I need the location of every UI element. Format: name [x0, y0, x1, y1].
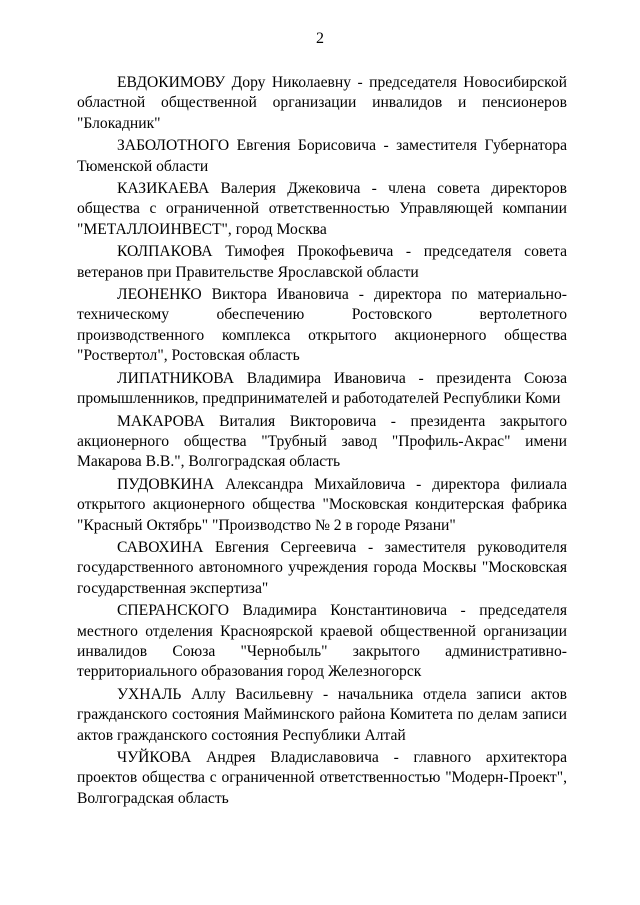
list-item: ЕВДОКИМОВУ Дору Николаевну - председателя Новосибирской областной общественной организации инвалидов и пенсионеров "Блокадник"	[77, 74, 567, 132]
list-item: ЧУЙКОВА Андрея Владиславовича - главного архитектора проектов общества с ограниченной ответственностью "Модерн-Проект", Волгоградская область	[77, 749, 567, 807]
list-item: ЛИПАТНИКОВА Владимира Ивановича - президента Союза промышленников, предпринимателей и работодателей Республики Коми	[77, 369, 567, 408]
list-item: САВОХИНА Евгения Сергеевича - заместителя руководителя государственного автономного учреждения города Москвы "Московская государственная экспертиза"	[77, 538, 567, 597]
list-item: СПЕРАНСКОГО Владимира Константиновича - председателя местного отделения Красноярской краевой общественной организации инвалидов Союза "Чернобыль" закрытого административно-территориального образования город Железногорск	[77, 602, 567, 681]
list-item: УХНАЛЬ Аллу Васильевну - начальника отдела записи актов гражданского состояния Майминского района Комитета по делам записи актов гражданского состояния Республики Алтай	[77, 685, 567, 744]
award-list	[77, 73, 567, 809]
list-item: ПУДОВКИНА Александра Михайловича - директора филиала открытого акционерного общества "Московская кондитерская фабрика "Красный Октябрь" "Производство № 2 в городе Рязани"	[77, 475, 567, 534]
list-item: ЗАБОЛОТНОГО Евгения Борисовича - заместителя Губернатора Тюменской области	[77, 137, 567, 175]
list-item: КОЛПАКОВА Тимофея Прокофьевича - председателя совета ветеранов при Правительстве Ярославской области	[77, 243, 567, 281]
list-item: МАКАРОВА Виталия Викторовича - президента закрытого акционерного общества "Трубный завод "Профиль-Акрас" имени Макарова В.В.", Волгоградская область	[77, 412, 567, 471]
page-number: 2	[316, 30, 324, 47]
list-item: ЛЕОНЕНКО Виктора Ивановича - директора по материально-техническому обеспечению Ростовского вертолетного производственного комплекса открытого акционерного общества "Роствертол", Ростовская область	[77, 286, 567, 365]
list-item: КАЗИКАЕВА Валерия Джековича - члена совета директоров общества с ограниченной ответственностью Управляющей компании "МЕТАЛЛОИНВЕСТ", город Москва	[77, 180, 567, 238]
